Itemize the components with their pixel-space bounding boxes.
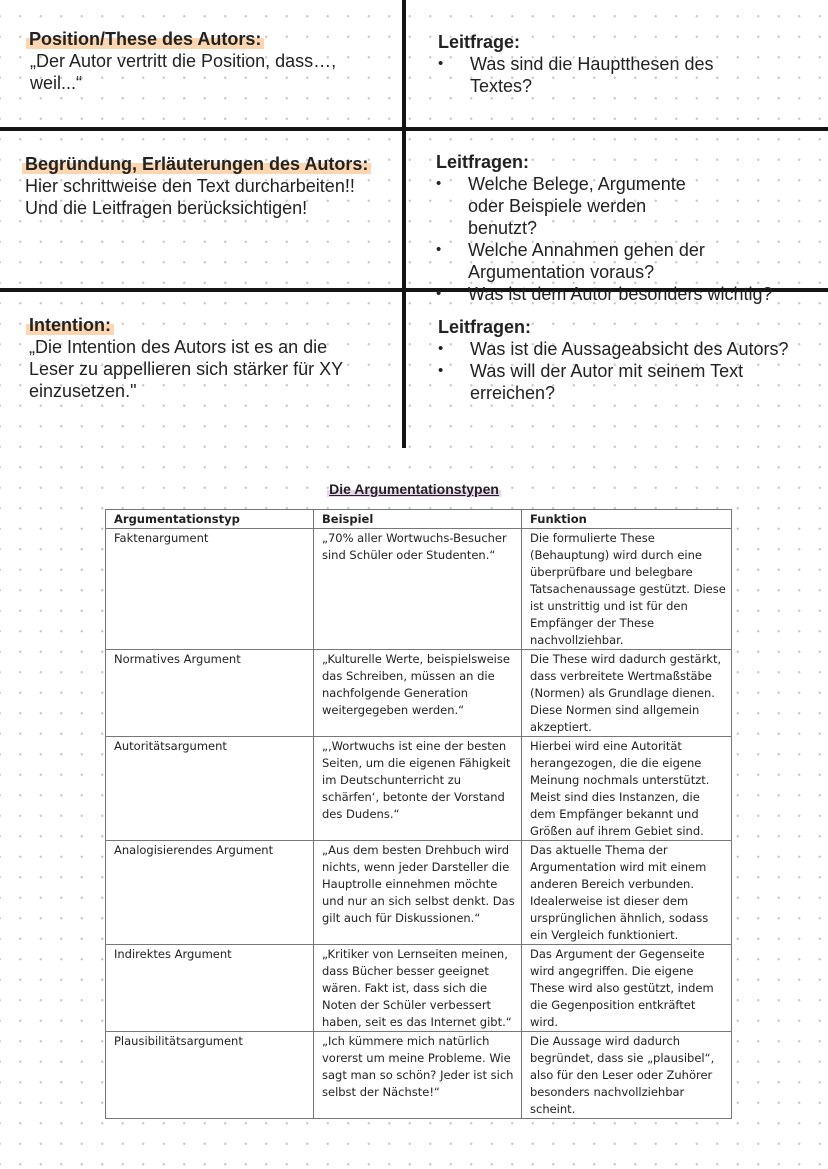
table-row — [106, 841, 732, 945]
section-position-left — [26, 28, 386, 94]
table-cell-example: „Ich kümmere mich natürlich vorerst um meine Probleme. Wie sagt man so schön? Jeder ist sich selbst der Nächste!“ — [314, 1032, 522, 1119]
section-intention-right — [438, 316, 808, 404]
horizontal-divider-1 — [0, 127, 828, 131]
vertical-divider — [402, 0, 406, 448]
section-heading: Begründung, Erläuterungen des Autors: — [22, 153, 397, 175]
list-item: • Welche Annahmen gehen der Argumentation voraus? — [436, 239, 708, 283]
table-cell-function: Die Aussage wird dadurch begründet, dass sie „plausibel“, also für den Leser oder Zuhörer besonders nachvollziehbar scheint. — [522, 1032, 732, 1119]
table-cell-type: Autoritätsargument — [106, 737, 314, 841]
table-cell-function: Das Argument der Gegenseite wird angegriffen. Die eigene These wird also gestützt, indem die Gegenposition entkräftet wird. — [522, 945, 732, 1032]
table-cell-type: Faktenargument — [106, 529, 314, 650]
section-begruendung-left — [22, 153, 397, 219]
table-row — [106, 945, 732, 1032]
table-cell-example: „Aus dem besten Drehbuch wird nichts, wenn jeder Darsteller die Hauptrolle einnehmen möchte und nur an sich selbst denkt. Das gilt auch für Diskussionen.“ — [314, 841, 522, 945]
table-row — [106, 650, 732, 737]
leitfrage-list — [438, 53, 758, 97]
table-cell-function: Die These wird dadurch gestärkt, dass verbreitete Wertmaßstäbe (Normen) als Grundlage dienen. Diese Normen sind allgemein akzeptiert. — [522, 650, 732, 737]
leitfrage-heading: Leitfragen: — [436, 152, 530, 172]
column-header: Beispiel — [314, 510, 522, 529]
table-cell-type: Plausibilitätsargument — [106, 1032, 314, 1119]
section-heading: Position/These des Autors: — [26, 28, 386, 50]
list-item: • Was sind die Hauptthesen des Textes? — [438, 53, 758, 97]
leitfrage-heading: Leitfragen: — [438, 317, 532, 337]
leitfrage-list — [438, 338, 808, 404]
section-heading: Intention: — [26, 314, 366, 336]
section-text: Hier schrittweise den Text durcharbeiten!! Und die Leitfragen berücksichtigen! — [25, 176, 355, 218]
table-cell-example: „‚Wortwuchs ist eine der besten Seiten, um die eigenen Fähigkeit im Deutschunterricht zu schärfen‘, betonte der Vorstand des Dudens.“ — [314, 737, 522, 841]
table-cell-function: Die formulierte These (Behauptung) wird durch eine überprüfbare und belegbare Tatsachenaussage gestützt. Diese ist unstrittig und ist für den Empfänger der These nachvollziehbar. — [522, 529, 732, 650]
argumentation-types-table — [105, 509, 732, 1119]
section-text: „Der Autor vertritt die Position, dass…, weil...“ — [30, 51, 337, 93]
section-text: „Die Intention des Autors ist es an die Leser zu appellieren sich stärker für XY einzusetzen." — [29, 337, 343, 401]
table-cell-function: Das aktuelle Thema der Argumentation wird mit einem anderen Bereich verbunden. Idealerweise ist dieser dem ursprünglichen ähnlich, sodass ein Vergleich funktioniert. — [522, 841, 732, 945]
table-row — [106, 1032, 732, 1119]
list-item: • Was ist die Aussageabsicht des Autors? — [438, 338, 808, 360]
section-position-right — [438, 31, 758, 97]
leitfrage-list — [436, 173, 806, 305]
column-header: Argumentationstyp — [106, 510, 314, 529]
list-item: • Welche Belege, Argumente oder Beispiele werden benutzt? — [436, 173, 718, 239]
table-cell-type: Analogisierendes Argument — [106, 841, 314, 945]
table-cell-type: Normatives Argument — [106, 650, 314, 737]
column-header: Funktion — [522, 510, 732, 529]
table-cell-type: Indirektes Argument — [106, 945, 314, 1032]
table-row — [106, 529, 732, 650]
list-item: • Was ist dem Autor besonders wichtig? — [436, 283, 806, 305]
table-cell-example: „70% aller Wortwuchs-Besucher sind Schüler oder Studenten.“ — [314, 529, 522, 650]
section-intention-left — [26, 314, 366, 402]
table-title: Die Argumentationstypen — [329, 481, 499, 497]
table-header-row — [106, 510, 732, 529]
table-row — [106, 737, 732, 841]
table-cell-function: Hierbei wird eine Autorität herangezogen, die die eigene Meinung nochmals unterstützt. Meist sind dies Instanzen, die dem Empfänger bekannt und Größen auf ihrem Gebiet sind. — [522, 737, 732, 841]
table-cell-example: „Kritiker von Lernseiten meinen, dass Bücher besser geeignet wären. Fakt ist, dass sich die Noten der Schüler verbessert haben, seit es das Internet gibt.“ — [314, 945, 522, 1032]
table-cell-example: „Kulturelle Werte, beispielsweise das Schreiben, müssen an die nachfolgende Generation weitergegeben werden.“ — [314, 650, 522, 737]
section-begruendung-right — [436, 151, 806, 305]
leitfrage-heading: Leitfrage: — [438, 32, 521, 52]
list-item: • Was will der Autor mit seinem Text erreichen? — [438, 360, 770, 404]
